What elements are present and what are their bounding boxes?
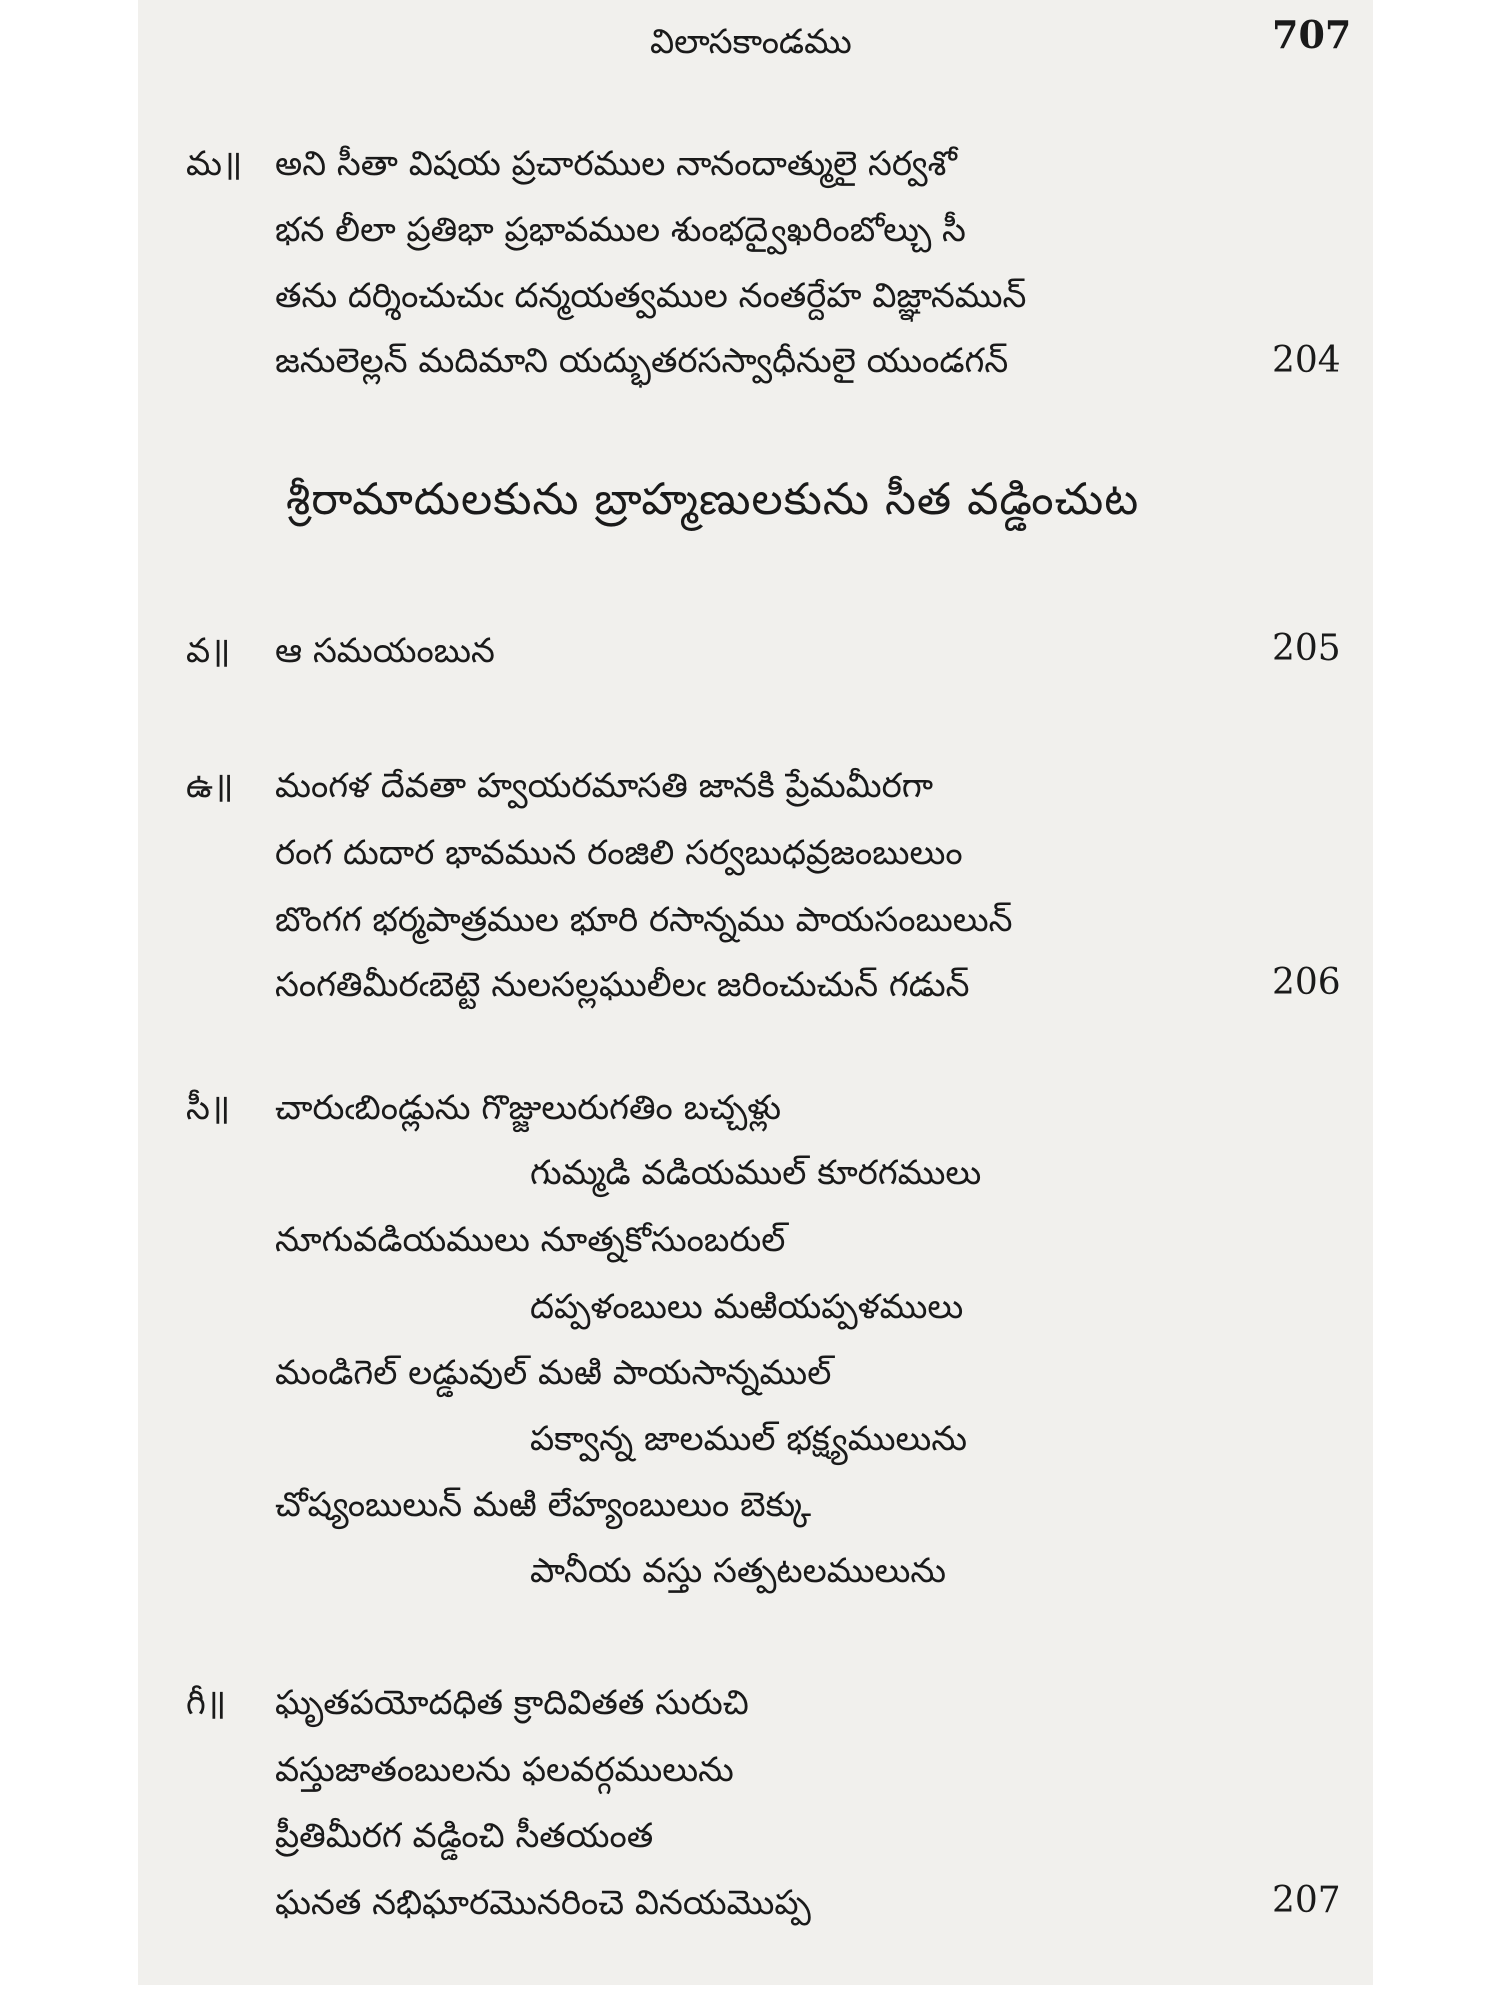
verse-line: మంగళ దేవతా హ్వయరమాసతి జానకి ప్రేమమీరగా [275, 766, 934, 806]
section-heading: శ్రీరామాదులకును బ్రాహ్మణులకును సీత వడ్డించుట [286, 474, 1140, 525]
verse-line: ప్రీతిమీరగ వడ్డించి సీతయంత [275, 1816, 654, 1856]
verse-marker: ఉ॥ [186, 766, 234, 806]
verse-line: బొంగగ భర్మపాత్రముల భూరి రసాన్నము పాయసంబులున్ [275, 900, 1013, 940]
verse-number: 207 [1272, 1880, 1341, 1921]
verse-line: ఆ సమయంబున [275, 631, 495, 671]
verse-marker: మ॥ [186, 144, 243, 184]
verse-line: రంగ దుదార భావమున రంజిలి సర్వబుధవ్రజంబులుం [275, 833, 963, 873]
verse-line: చారుఁబిండ్లును గొజ్జులురుగతిం బచ్చళ్లు [275, 1088, 782, 1128]
verse-line: తను దర్శించుచుఁ దన్మయత్వముల నంతర్దేహ విజ్ఞానమున్ [275, 276, 1027, 316]
verse-line: భన లీలా ప్రతిభా ప్రభావముల శుంభద్వైఖరింబోల్చు సీ [275, 210, 966, 250]
verse-marker: గీ॥ [186, 1683, 227, 1723]
verse-line: సంగతిమీరఁబెట్టె నులసల్లఘులీలఁ జరించుచున్ గడున్ [275, 965, 970, 1005]
verse-marker: వ॥ [186, 631, 231, 671]
verse-line: ఘనత నభిఘారమొనరించె వినయమొప్ప [275, 1883, 811, 1923]
verse-line: పక్వాన్న జాలముల్ భక్ష్యములును [530, 1419, 967, 1459]
verse-line: పానీయ వస్తు సత్పటలములును [530, 1551, 947, 1591]
verse-line: అని సీతా విషయ ప్రచారముల నానందాత్ములై సర్వశో [275, 144, 957, 184]
verse-line: గుమ్మడి వడియముల్ కూరగములు [530, 1153, 982, 1193]
verse-marker: సీ॥ [186, 1088, 231, 1128]
verse-line: ఘృతపయోదధిత క్రాదివితత సురుచి [275, 1683, 749, 1723]
verse-line: దప్పళంబులు మఱియప్పళములు [530, 1287, 964, 1327]
verse-line: చోష్యంబులున్ మఱి లేహ్యంబులుం బెక్కు [275, 1485, 812, 1525]
verse-number: 204 [1272, 340, 1341, 381]
verse-line: జనులెల్లన్ మదిమాని యద్భుతరసస్వాధీనులై యుండగన్ [275, 341, 1009, 381]
verse-line: మండిగెల్ లడ్డువుల్ మఱి పాయసాన్నముల్ [275, 1353, 832, 1393]
verse-number: 205 [1272, 628, 1341, 669]
verse-line: వస్తుజాతంబులను ఫలవర్గములును [275, 1750, 734, 1790]
verse-line: నూగువడియములు నూత్నకోసుంబరుల్ [275, 1220, 786, 1260]
verse-number: 206 [1272, 962, 1341, 1003]
page-number: 707 [1272, 12, 1352, 57]
running-header-title: విలాసకాండము [650, 22, 852, 62]
